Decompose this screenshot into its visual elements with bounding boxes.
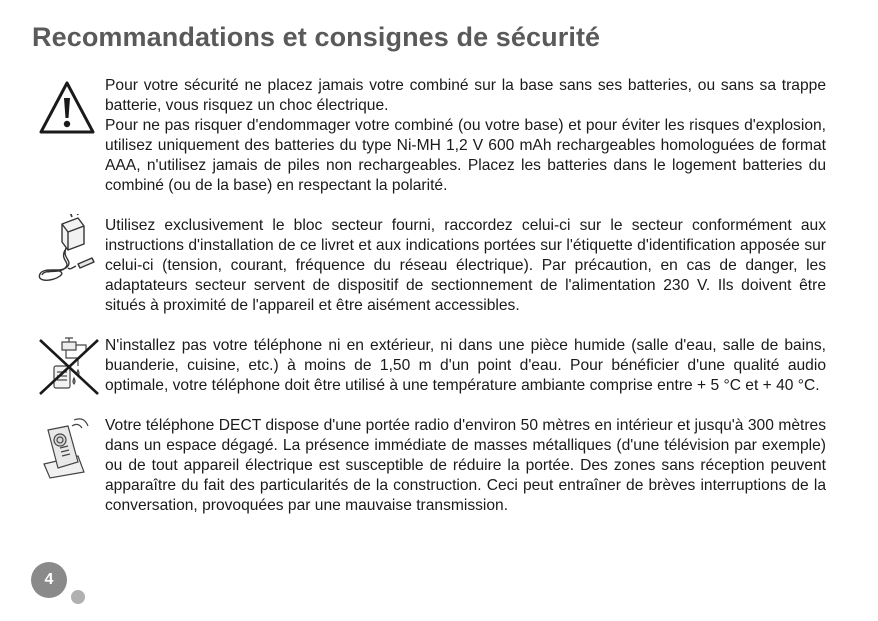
power-adapter-section: [105, 216, 826, 316]
dect-range-section: [105, 416, 826, 516]
dect-phone-icon: [38, 418, 102, 485]
warning-section: [105, 76, 826, 196]
paragraph: Pour votre sécurité ne placez jamais votre combiné sur la base sans ses batteries, ou sans sa trappe batterie, vous risquez un choc électrique.: [105, 77, 826, 114]
paragraph: Votre téléphone DECT dispose d'une portée radio d'environ 50 mètres en intérieur et jusqu'à 300 mètres dans un espace dégagé. La présence immédiate de masses métalliques (d'une télévision par exemple) ou de tout appareil électrique est susceptible de réduire la portée. Des zones sans réception peuvent apparaître du fait des particularités de la construction. Ceci peut entraîner de brèves interruptions de la conversation, provoquées par une mauvaise transmission.: [105, 417, 826, 514]
no-water-icon: [36, 336, 102, 403]
paragraph: Pour ne pas risquer d'endommager votre combiné (ou votre base) et pour éviter les risques d'explosion, utilisez uniquement des batteries du type Ni-MH 1,2 V 600 mAh rechargeables homologuées de format AAA, n'utilisez jamais de piles non rechargeables. Placez les batteries dans le logement batteries du combiné (ou de la base) en respectant la polarité.: [105, 117, 826, 194]
no-water-section: [105, 336, 826, 396]
page-title: Recommandations et consignes de sécurité: [32, 22, 601, 52]
power-adapter-icon: [32, 214, 100, 289]
warning-triangle-icon: [38, 80, 96, 141]
page-dot-decoration: [71, 590, 85, 604]
page-number: 4: [31, 562, 67, 598]
paragraph: Utilisez exclusivement le bloc secteur fourni, raccordez celui-ci sur le secteur conformément aux instructions d'installation de ce livret et aux indications portées sur l'étiquette d'identification apposée sur celui-ci (tension, courant, fréquence du réseau électrique). Par précaution, en cas de danger, les adaptateurs secteur servent de dispositif de sectionnement de l'alimentation 230 V. Ils doivent être situés à proximité de l'appareil et être aisément accessibles.: [105, 217, 826, 314]
paragraph: N'installez pas votre téléphone ni en extérieur, ni dans une pièce humide (salle d'eau, salle de bains, buanderie, cuisine, etc.) à moins de 1,50 m d'un point d'eau. Pour bénéficier d'une qualité audio optimale, votre téléphone doit être utilisé à une température ambiante comprise entre + 5 °C et + 40 °C.: [105, 337, 826, 394]
